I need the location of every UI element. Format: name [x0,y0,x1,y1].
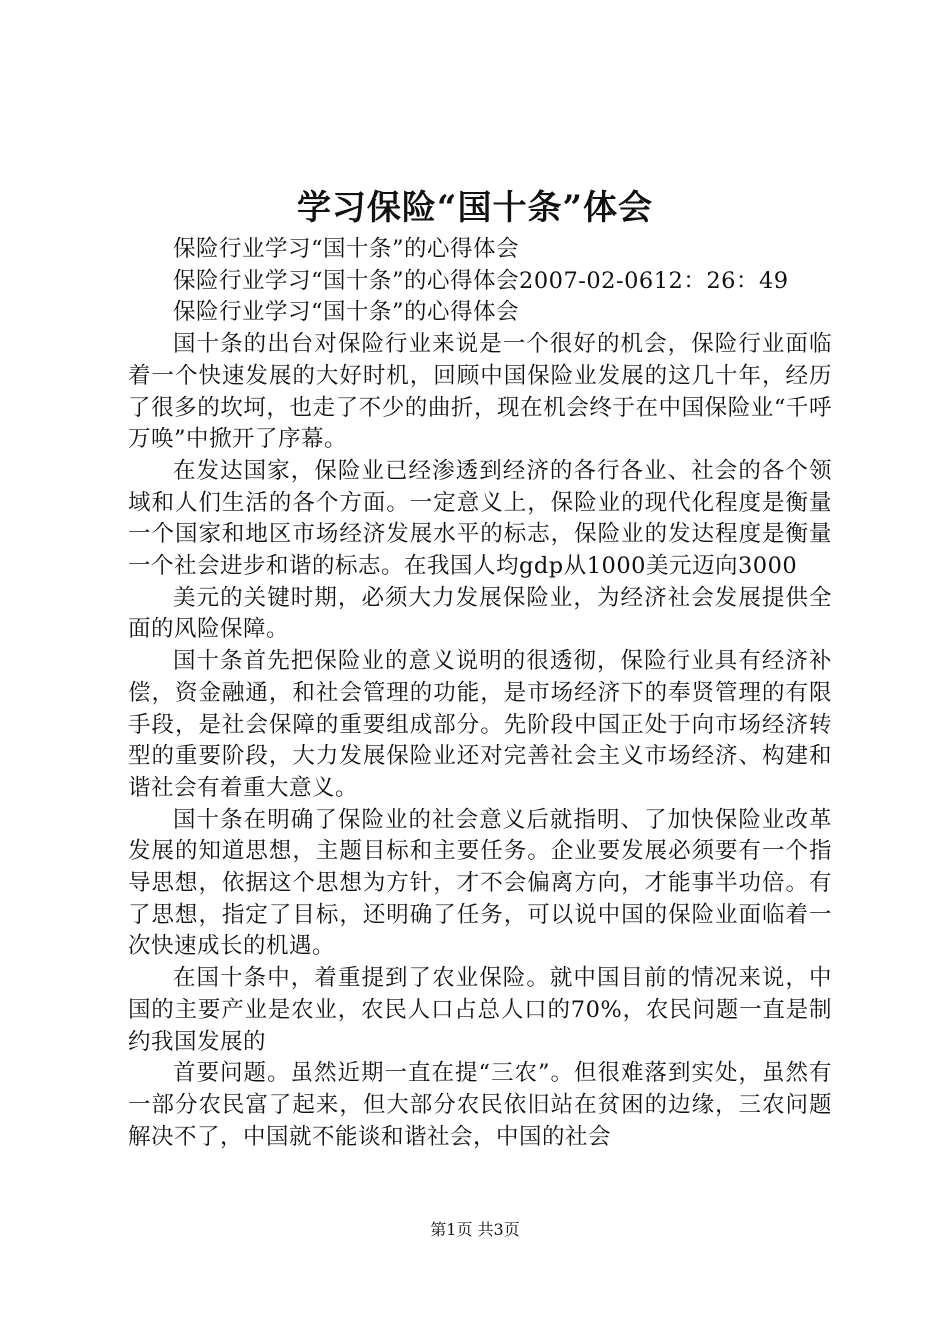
document-body [128,234,832,1153]
paragraph: 首要问题。虽然近期一直在提“三农”。但很难落到实处，虽然有一部分农民富了起来，但大部分农民依旧站在贫困的边缘，三农问题解决不了，中国就不能谈和谐社会，中国的社会 [128,1060,832,1150]
paragraph: 在发达国家，保险业已经渗透到经济的各行各业、社会的各个领域和人们生活的各个方面。一定意义上，保险业的现代化程度是衡量一个国家和地区市场经济发展水平的标志，保险业的发达程度是衡量一个社会进步和谐的标志。在我国人均gdp从1000美元迈向3000 [128,457,832,580]
paragraph: 国十条在明确了保险业的社会意义后就指明、了加快保险业改革发展的知道思想，主题目标和主要任务。企业要发展必须要有一个指导思想，依据这个思想为方针，才不会偏离方向，才能事半功倍。有了思想，指定了目标，还明确了任务，可以说中国的保险业面临着一次快速成长的机遇。 [128,806,832,960]
paragraph: 国十条的出台对保险行业来说是一个很好的机会，保险行业面临着一个快速发展的大好时机，回顾中国保险业发展的这几十年，经历了很多的坎坷，也走了不少的曲折，现在机会终于在中国保险业“千呼万唤”中掀开了序幕。 [128,331,832,453]
paragraph: 在国十条中，着重提到了农业保险。就中国目前的情况来说，中国的主要产业是农业，农民人口占总人口的70%，农民问题一直是制约我国发展的 [128,965,832,1055]
paragraph: 美元的关键时期，必须大力发展保险业，为经济社会发展提供全面的风险保障。 [128,584,832,643]
paragraph: 保险行业学习“国十条”的心得体会2007-02-0612：26：49 [173,267,789,294]
document-title: 学习保险“国十条”体会 [296,188,654,228]
paragraph: 国十条首先把保险业的意义说明的很透彻，保险行业具有经济补偿，资金融通，和社会管理的功能，是市场经济下的奉贤管理的有限手段，是社会保障的重要组成部分。先阶段中国正处于向市场经济转型的重要阶段，大力发展保险业还对完善社会主义市场经济、构建和谐社会有着重大意义。 [128,648,832,801]
paragraph: 保险行业学习“国十条”的心得体会 [173,299,520,326]
paragraph: 保险行业学习“国十条”的心得体会 [173,236,520,262]
page-number-footer: 第1页 共3页 [430,1220,520,1239]
